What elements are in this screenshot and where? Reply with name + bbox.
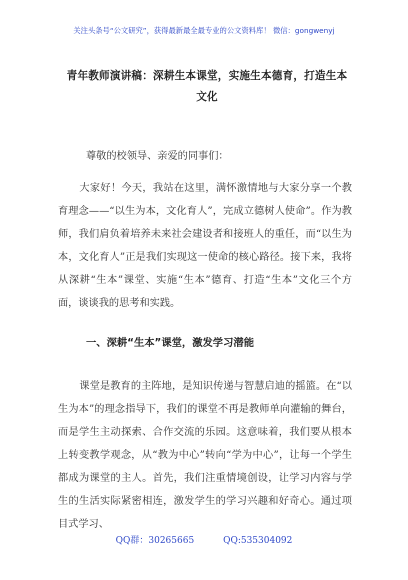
paragraph-intro: 大家好！今天，我站在这里，满怀激情地与大家分享一个教育理念——“以生为本，文化育人”，完成立德树人使命”。作为教师，我们肩负着培养未来社会建设者和接班人的重任，而“以生为本，文化育人”正是我们实现这一使命的核心路径。接下来，我将从深耕“生本”课堂、实施“生本”德育、打造“生本”文化三个方面，谈谈我的思考和实践。: [58, 183, 352, 309]
header-banner: 关注头条号“公文研究”，获得最新最全最专业的公文资料库！ 微信：gongwenyj: [73, 26, 335, 35]
footer: [0, 535, 408, 547]
footer-qq-contact: QQ:535304092: [223, 536, 293, 546]
paragraph-classroom: 课堂是教育的主阵地，是知识传递与智慧启迪的摇篮。在“以生为本”的理念指导下，我们的课堂不再是教师单向灌输的舞台，而是学生主动探索、合作交流的乐园。这意味着，我们要从根本上转变教学观念，从“教为中心”转向“学为中心”，让每一个学生都成为课堂的主人。首先，我们注重情境创设，让学习内容与学生的生活实际紧密相连，激发学生的学习兴趣和好奇心。通过项目式学习、: [58, 381, 352, 530]
footer-qq-group: QQ群：30265665: [115, 536, 195, 546]
document-title: 青年教师演讲稿：深耕生本课堂，实施生本德育，打造生本文化: [66, 70, 348, 103]
section-heading: 一、深耕“生本”课堂，激发学习潜能: [86, 337, 254, 349]
salutation: 尊敬的校领导、亲爱的同事们：: [86, 151, 229, 162]
